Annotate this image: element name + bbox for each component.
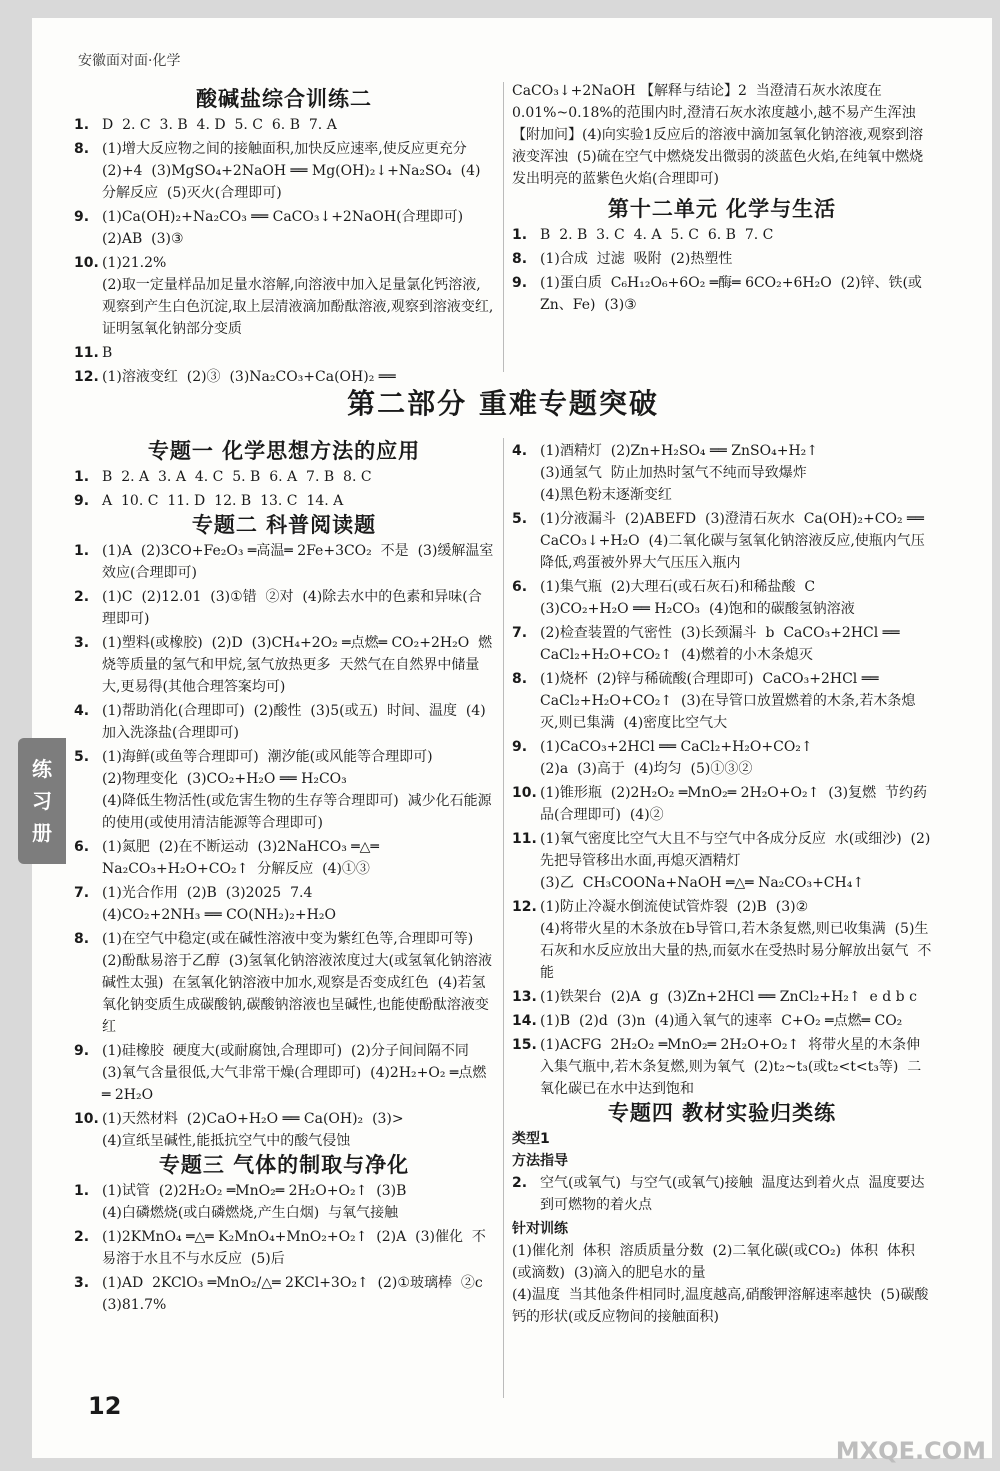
answer-text: (1)增大反应物之间的接触面积,加快反应速率,使反应更充分 (2)+4 (3)MgSO₄+2NaOH ══ Mg(OH)₂↓+Na₂SO₄ (4)分解反应 (5)灭火(合理即可): [102, 141, 481, 201]
page-number: 12: [88, 1392, 122, 1420]
answer-item: [512, 622, 932, 666]
answer-text: (1)B (2)d (3)n (4)通入氧气的速率 C+O₂ ═点燃═ CO₂: [540, 1013, 903, 1029]
answer-item: [74, 466, 494, 488]
answer-text: (1)在空气中稳定(或在碱性溶液中变为紫红色等,合理即可等) (2)酚酞易溶于乙醇 (3)氢氧化钠溶液浓度过大(或氢氧化钠溶液碱性太强) 在氢氧化钠溶液中加水,观察是否变成红色 (4)若氢氧化钠变质生成碳酸钠,碳酸钠溶液也呈碱性,也能使酚酞溶液变红: [102, 931, 493, 1035]
answer-list: [512, 1172, 932, 1216]
section-title: 专题三 气体的制取与净化: [158, 1153, 410, 1177]
answer-text: (1)试管 (2)2H₂O₂ ═MnO₂═ 2H₂O+O₂↑ (3)B (4)白磷燃烧(或白磷燃烧,产生白烟) 与氧气接触: [102, 1183, 407, 1221]
answer-item: [512, 440, 932, 506]
answer-number: 9.: [74, 1043, 90, 1059]
answer-item: [512, 248, 932, 270]
answer-text: (1)溶液变红 (2)③ (3)Na₂CO₃+Ca(OH)₂ ══: [102, 369, 396, 385]
answer-number: 10.: [512, 785, 537, 801]
answer-item: [74, 1272, 494, 1316]
answer-text: (1)分液漏斗 (2)ABEFD (3)澄清石灰水 Ca(OH)₂+CO₂ ══ CaCO₃↓+H₂O (4)二氧化碳与氢氧化钠溶液反应,使瓶内气压降低,鸡蛋被外界大气压压入瓶内: [540, 511, 929, 571]
section-topic-3-cont: [512, 440, 932, 1330]
answer-item: [74, 206, 494, 250]
answer-item: [512, 508, 932, 574]
answer-item: [74, 928, 494, 1038]
section-title: 第十二单元 化学与生活: [607, 197, 837, 221]
answer-item: [74, 114, 494, 136]
answer-list: [74, 1180, 494, 1316]
answer-text: D 2. C 3. B 4. D 5. C 6. B 7. A: [102, 117, 337, 133]
answer-text: (1)蛋白质 C₆H₁₂O₆+6O₂ ═酶═ 6CO₂+6H₂O (2)锌、铁(或Zn、Fe) (3)③: [540, 275, 922, 313]
answer-item: [74, 138, 494, 204]
answer-text: (1)氮肥 (2)在不断运动 (3)2NaHCO₃ ═△═ Na₂CO₃+H₂O+CO₂↑ 分解反应 (4)①③: [102, 839, 384, 877]
answer-text: (1)帮助消化(合理即可) (2)酸性 (3)5(或五) 时间、温度 (4)加入洗涤盐(合理即可): [102, 703, 486, 741]
answer-text: B 2. A 3. A 4. C 5. B 6. A 7. B 8. C: [102, 469, 372, 485]
answer-number: 3.: [74, 1275, 90, 1291]
answer-number: 15.: [512, 1037, 537, 1053]
column-divider: [503, 82, 504, 372]
answer-number: 9.: [74, 493, 90, 509]
answer-number: 7.: [74, 885, 90, 901]
answer-text: (1)CaCO₃+2HCl ══ CaCl₂+H₂O+CO₂↑ (2)a (3)高于 (4)均匀 (5)①③②: [540, 739, 813, 777]
section-title: 专题二 科普阅读题: [191, 513, 377, 537]
side-tab: [18, 738, 66, 864]
answer-text: (1)光合作用 (2)B (3)2025 7.4 (4)CO₂+2NH₃ ══ CO(NH₂)₂+H₂O: [102, 885, 336, 923]
section-acid-base-salt: [74, 86, 494, 390]
answer-number: 4.: [512, 443, 528, 459]
answer-number: 1.: [74, 1183, 90, 1199]
continued-answer: CaCO₃↓+2NaOH 【解释与结论】2 当澄清石灰水浓度在0.01%~0.18%的范围内时,澄清石灰水浓度越小,越不易产生浑浊 【附加问】(4)向实验1反应后的溶液中滴加氢氧化钠溶液,观察到溶液变浑浊 (5)硫在空气中燃烧发出微弱的淡蓝色火焰,在纯氧中燃烧发出明亮的蓝紫色火焰(合理即可): [512, 83, 924, 187]
answer-text: (1)21.2% (2)取一定量样品加足量水溶解,向溶液中加入足量氯化钙溶液,观察到产生白色沉淀,取上层清液滴加酚酞溶液,观察到溶液变红,证明氢氧化钠部分变质: [102, 255, 494, 337]
answer-number: 1.: [512, 227, 528, 243]
answer-item: [512, 1010, 932, 1032]
answer-number: 6.: [512, 579, 528, 595]
method-label: 方法指导: [512, 1153, 568, 1169]
answer-text: (1)集气瓶 (2)大理石(或石灰石)和稀盐酸 C (3)CO₂+H₂O ══ H₂CO₃ (4)饱和的碳酸氢钠溶液: [540, 579, 855, 617]
answer-number: 10.: [74, 255, 99, 271]
answer-number: 12.: [512, 899, 537, 915]
answer-number: 4.: [74, 703, 90, 719]
answer-text: (1)合成 过滤 吸附 (2)热塑性: [540, 251, 733, 267]
answer-number: 8.: [512, 251, 528, 267]
answer-text: A 10. C 11. D 12. B 13. C 14. A: [102, 493, 344, 509]
answer-item: [512, 224, 932, 246]
answer-text: (1)铁架台 (2)A g (3)Zn+2HCl ══ ZnCl₂+H₂↑ e d b c: [540, 989, 917, 1005]
answer-item: [74, 1040, 494, 1106]
answer-item: [512, 1034, 932, 1100]
answer-item: [74, 342, 494, 364]
answer-text: (1)锥形瓶 (2)2H₂O₂ ═MnO₂═ 2H₂O+O₂↑ (3)复燃 节约药品(合理即可) (4)②: [540, 785, 927, 823]
answer-number: 14.: [512, 1013, 537, 1029]
answer-number: 2.: [74, 1229, 90, 1245]
side-tab-char: 习: [32, 789, 52, 813]
answer-item: [512, 736, 932, 780]
running-header: 安徽面对面·化学: [78, 53, 181, 69]
answer-text: (1)ACFG 2H₂O₂ ═MnO₂═ 2H₂O+O₂↑ 将带火星的木条伸入集气瓶中,若木条复燃,则为氧气 (2)t₂~t₃(或t₂<t<t₃等) 二氧化碳已在水中达到饱和: [540, 1037, 922, 1097]
answer-number: 5.: [74, 749, 90, 765]
answer-text: (1)防止冷凝水倒流使试管炸裂 (2)B (3)② (4)将带火星的木条放在b导管口,若木条复燃,则已收集满 (5)生石灰和水反应放出大量的热,而氨水在受热时易分解放出氨气 不能: [540, 899, 932, 981]
answer-text: (1)硅橡胶 硬度大(或耐腐蚀,合理即可) (2)分子间间隔不同 (3)氧气含量很低,大气非常干燥(合理即可) (4)2H₂+O₂ ═点燃═ 2H₂O: [102, 1043, 487, 1103]
answer-number: 13.: [512, 989, 537, 1005]
answer-item: [74, 1226, 494, 1270]
answer-number: 1.: [74, 543, 90, 559]
answer-item: [512, 828, 932, 894]
section-title: 专题一 化学思想方法的应用: [147, 439, 421, 463]
practice-answer: (1)催化剂 体积 溶质质量分数 (2)二氧化碳(或CO₂) 体积 体积(或滴数) (3)滴入的肥皂水的量 (4)温度 当其他条件相同时,温度越高,硝酸钾溶解速率越快 (5)碳酸钙的形状(或反应物间的接触面积): [512, 1243, 929, 1325]
answer-list: [74, 540, 494, 1152]
section-title: 酸碱盐综合训练二: [196, 87, 372, 111]
answer-item: [74, 540, 494, 584]
answer-list: [512, 440, 932, 1100]
answer-item: [74, 1180, 494, 1224]
answer-text: (1)氧气密度比空气大且不与空气中各成分反应 水(或细沙) (2)先把导管移出水面,再熄灭酒精灯 (3)乙 CH₃COONa+NaOH ═△═ Na₂CO₃+CH₄↑: [540, 831, 931, 891]
answer-number: 1.: [74, 117, 90, 133]
practice-label: 针对训练: [512, 1221, 568, 1237]
answer-text: (1)烧杯 (2)锌与稀硫酸(合理即可) CaCO₃+2HCl ══ CaCl₂+H₂O+CO₂↑ (3)在导管口放置燃着的木条,若木条熄灭,则已集满 (4)密度比空气大: [540, 671, 916, 731]
answer-number: 6.: [74, 839, 90, 855]
section-topics-1-3: [74, 438, 494, 1318]
answer-item: [74, 586, 494, 630]
answer-item: [74, 700, 494, 744]
answer-number: 5.: [512, 511, 528, 527]
answer-number: 11.: [512, 831, 537, 847]
answer-number: 8.: [512, 671, 528, 687]
answer-number: 2.: [512, 1175, 528, 1191]
column-divider: [503, 438, 504, 1398]
section-title: 专题四 教材实验归类练: [607, 1101, 837, 1125]
answer-number: 7.: [512, 625, 528, 641]
side-tab-char: 册: [32, 821, 52, 845]
answer-number: 8.: [74, 141, 90, 157]
answer-text: (1)C (2)12.01 (3)①错 ②对 (4)除去水中的色素和异味(合理即可): [102, 589, 482, 627]
answer-item: [512, 986, 932, 1008]
answer-item: [512, 1172, 932, 1216]
answer-text: (1)酒精灯 (2)Zn+H₂SO₄ ══ ZnSO₄+H₂↑ (3)通氢气 防止加热时氢气不纯而导致爆炸 (4)黑色粉末逐渐变红: [540, 443, 819, 503]
answer-list: [74, 114, 494, 388]
answer-item: [74, 746, 494, 834]
answer-text: 空气(或氧气) 与空气(或氧气)接触 温度达到着火点 温度要达到可燃物的着火点: [540, 1175, 925, 1213]
answer-item: [74, 252, 494, 340]
answer-number: 12.: [74, 369, 99, 385]
side-tab-char: 练: [32, 757, 52, 781]
answer-text: (1)Ca(OH)₂+Na₂CO₃ ══ CaCO₃↓+2NaOH(合理即可) (2)AB (3)③: [102, 209, 472, 247]
answer-number: 10.: [74, 1111, 99, 1127]
answer-text: (1)AD 2KClO₃ ═MnO₂/△═ 2KCl+3O₂↑ (2)①玻璃棒 ②c (3)81.7%: [102, 1275, 492, 1313]
answer-list: [512, 224, 932, 316]
answer-number: 3.: [74, 635, 90, 651]
answer-list: [74, 466, 494, 512]
answer-item: [74, 632, 494, 698]
answer-text: (1)2KMnO₄ ═△═ K₂MnO₄+MnO₂+O₂↑ (2)A (3)催化 不易溶于水且不与水反应 (5)后: [102, 1229, 486, 1267]
answer-item: [512, 576, 932, 620]
answer-number: 9.: [512, 275, 528, 291]
answer-item: [74, 882, 494, 926]
answer-item: [512, 896, 932, 984]
watermark: MXQE.COM: [835, 1437, 986, 1465]
answer-text: (2)检查装置的气密性 (3)长颈漏斗 b CaCO₃+2HCl ══ CaCl₂+H₂O+CO₂↑ (4)燃着的小木条熄灭: [540, 625, 904, 663]
answer-text: B 2. B 3. C 4. A 5. C 6. B 7. C: [540, 227, 774, 243]
answer-item: [74, 836, 494, 880]
answer-item: [512, 272, 932, 316]
answer-number: 9.: [74, 209, 90, 225]
section-unit-12: [512, 80, 932, 318]
answer-item: [512, 668, 932, 734]
answer-text: (1)A (2)3CO+Fe₂O₃ ═高温═ 2Fe+3CO₂ 不是 (3)缓解温室效应(合理即可): [102, 543, 494, 581]
answer-text: B: [102, 345, 113, 361]
type-label: 类型1: [512, 1131, 550, 1147]
answer-text: (1)塑料(或橡胶) (2)D (3)CH₄+2O₂ ═点燃═ CO₂+2H₂O 燃烧等质量的氢气和甲烷,氢气放热更多 天然气在自然界中储量大,更易得(其他合理答案均可): [102, 635, 493, 695]
answer-item: [512, 782, 932, 826]
answer-number: 2.: [74, 589, 90, 605]
part-title: 第二部分 重难专题突破: [347, 387, 659, 420]
answer-number: 8.: [74, 931, 90, 947]
answer-number: 11.: [74, 345, 99, 361]
answer-text: (1)天然材料 (2)CaO+H₂O ══ Ca(OH)₂ (3)> (4)宣纸呈碱性,能抵抗空气中的酸气侵蚀: [102, 1111, 404, 1149]
answer-item: [74, 490, 494, 512]
answer-number: 1.: [74, 469, 90, 485]
answer-item: [74, 1108, 494, 1152]
answer-text: (1)海鲜(或鱼等合理即可) 潮汐能(或风能等合理即可) (2)物理变化 (3)CO₂+H₂O ══ H₂CO₃ (4)降低生物活性(或危害生物的生存等合理即可) 减少化石能源的使用(或使用清洁能源等合理即可): [102, 749, 492, 831]
answer-number: 9.: [512, 739, 528, 755]
